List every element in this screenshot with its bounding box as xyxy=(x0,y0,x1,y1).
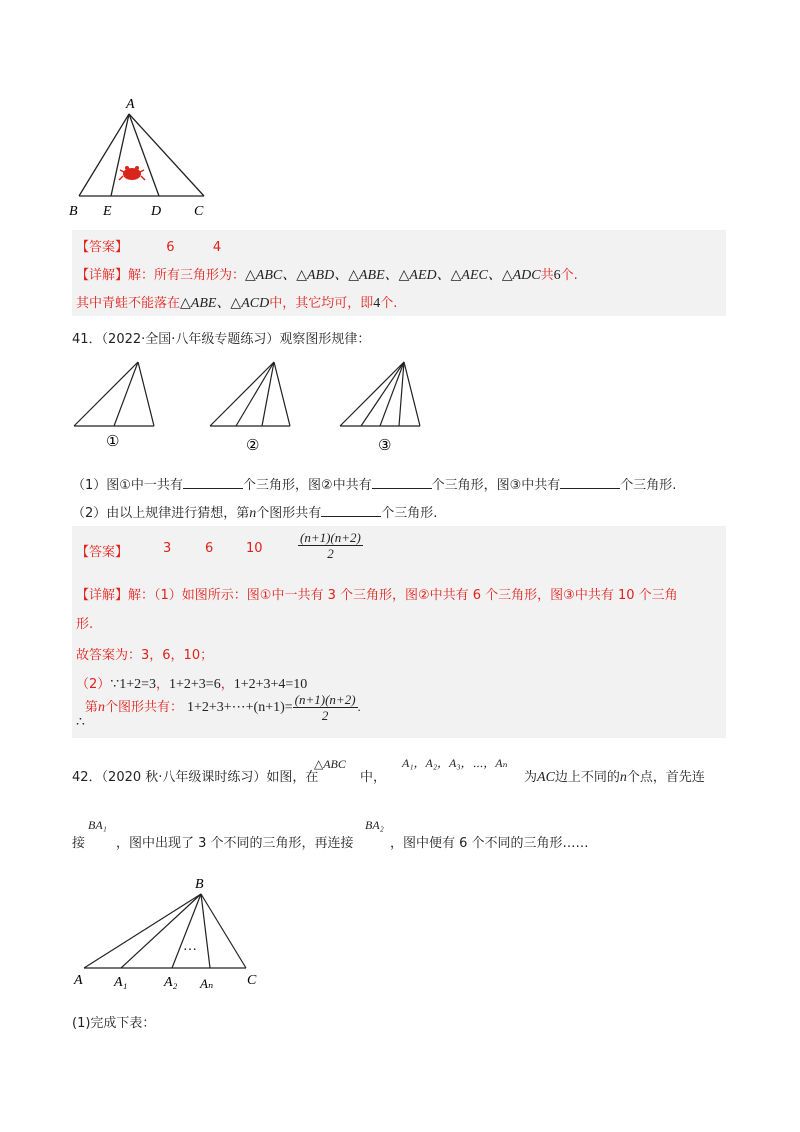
q42-ba1: BA₁ xyxy=(88,818,107,832)
part2-text-c: 个三角形. xyxy=(381,506,438,521)
q42-desc xyxy=(524,766,705,786)
label-A1: A₁ xyxy=(114,975,128,990)
q42-sub1: (1)完成下表： xyxy=(72,1016,156,1031)
sum-expression: 1+2+3+⋯+(n+1)= xyxy=(186,700,293,715)
fraction-denominator: 2 xyxy=(327,546,334,561)
fig-label-1: ① xyxy=(106,434,120,450)
label-A: A xyxy=(126,97,135,112)
segment-ac: AC xyxy=(537,770,555,785)
part1-text-d: 个三角形. xyxy=(620,478,677,493)
answer-tag: 【答案】 xyxy=(76,545,129,560)
q41-part2 xyxy=(72,502,437,522)
label-An: Aₙ xyxy=(200,976,214,991)
q41-answer-fraction xyxy=(298,530,363,561)
detail-suffix-2: 个. xyxy=(560,268,578,283)
part1-text-a: （1）图①中一共有 xyxy=(72,478,183,493)
q40-detail-line-2 xyxy=(76,292,397,312)
detail-text: 解：（1）如图所示：图①中一共有 3 个三角形，图②中共有 6 个三角形，图③中共有 10 个三角 xyxy=(128,588,678,603)
detail-text-b: 个图形共有： xyxy=(104,700,183,715)
desc-text-a: 为 xyxy=(524,770,538,785)
because-symbol: ∵ xyxy=(110,677,120,692)
equation-1: 1+2=3 xyxy=(119,677,156,692)
count-value: 6 xyxy=(553,268,561,283)
fraction-denominator: 2 xyxy=(321,708,329,723)
variable-n: n xyxy=(619,770,627,785)
q41-detail-line-2: 故答案为：3，6，10； xyxy=(76,648,214,663)
question-source: （2022·全国·八年级专题练习）观察图形规律： xyxy=(101,332,371,347)
triangle-list: △ABC、△ABD、△ABE、△AED、△AEC、△ADC xyxy=(245,268,541,283)
question-source: （2020 秋·八年级课时练习）如图，在 xyxy=(101,770,319,785)
detail-suffix: 共 xyxy=(540,268,554,283)
equation-2: 1+2+3=6 xyxy=(169,677,221,692)
q41-detail-line-1 xyxy=(76,584,678,603)
label-B: B xyxy=(69,204,78,219)
dots: … xyxy=(183,939,197,954)
separator: ， xyxy=(220,677,234,692)
q41-title xyxy=(72,328,370,347)
triangle-list: △ABE、△ACD xyxy=(180,296,270,311)
blank-2[interactable] xyxy=(372,476,432,489)
detail-text: 其中青蛙不能落在 xyxy=(76,296,181,311)
part1-text-b: 个三角形，图②中共有 xyxy=(242,478,372,493)
label-E: E xyxy=(103,204,112,219)
label-C: C xyxy=(247,973,257,988)
frog-icon xyxy=(119,166,145,180)
detail-tag: 【详解】 xyxy=(76,268,129,283)
label-A2: A₂ xyxy=(164,975,178,990)
q42-line2-a: 接 xyxy=(72,836,86,851)
detail-suffix: 个. xyxy=(380,296,398,311)
q42-ba2: BA₂ xyxy=(365,818,384,832)
q42-line2-b: ，图中出现了 3 个不同的三角形，再连接 xyxy=(116,836,354,851)
part2-text-a: （2）由以上规律进行猜想，第 xyxy=(72,506,250,521)
detail-text: 解：所有三角形为： xyxy=(128,268,246,283)
label-D: D xyxy=(151,204,162,219)
q41-figures xyxy=(66,358,466,458)
q41-answer-value-1: 3 xyxy=(163,541,172,556)
q42-triangle-figure xyxy=(70,872,270,994)
variable-n: n xyxy=(97,700,105,715)
label-C: C xyxy=(194,204,204,219)
q41-answer-value-3: 10 xyxy=(246,541,263,556)
q41-answer-value-2: 6 xyxy=(205,541,214,556)
q42-mid: 中， xyxy=(360,770,387,785)
blank-1[interactable] xyxy=(183,476,243,489)
label-A: A xyxy=(74,973,83,988)
fig-label-2: ② xyxy=(246,438,260,454)
answer-value-2: 4 xyxy=(212,240,222,255)
fraction-numerator: (n+1)(n+2) xyxy=(294,692,356,707)
q42-line2-c: ，图中便有 6 个不同的三角形…… xyxy=(390,836,589,851)
fraction-numerator: (n+1)(n+2) xyxy=(300,530,361,545)
separator: ， xyxy=(156,677,170,692)
period: . xyxy=(357,699,361,714)
q41-detail-line-3 xyxy=(76,673,307,693)
part-tag: （2） xyxy=(76,677,111,692)
detail-mid: 中，其它均可，即 xyxy=(269,296,374,311)
q41-detail-line-1-cont: 形. xyxy=(76,617,94,632)
equation-3: 1+2+3+4=10 xyxy=(233,677,308,692)
blank-4[interactable] xyxy=(321,504,381,517)
q42-points: A₁，A₂，A₃，⋯，Aₙ xyxy=(402,756,508,770)
count-value: 4 xyxy=(373,296,381,311)
q40-detail-line-1 xyxy=(76,264,578,284)
blank-3[interactable] xyxy=(560,476,620,489)
q40-triangle-figure xyxy=(66,92,216,222)
desc-text-b: 边上不同的 xyxy=(554,770,620,785)
q42-line-1 xyxy=(72,766,318,785)
question-number: 41． xyxy=(72,332,102,347)
desc-text-c: 个点，首先连 xyxy=(626,770,705,785)
q42-triangle: △ABC xyxy=(314,757,346,771)
question-number: 42． xyxy=(72,770,102,785)
detail-text-a: 第 xyxy=(84,700,98,715)
q40-answer-line xyxy=(76,236,221,255)
q41-answer-line xyxy=(76,541,128,560)
label-B: B xyxy=(195,877,204,892)
detail-tag: 【详解】 xyxy=(76,588,129,603)
q41-detail-line-4 xyxy=(76,692,361,731)
q41-part1 xyxy=(72,474,676,493)
part2-text-b: 个图形共有 xyxy=(256,506,322,521)
fig-label-3: ③ xyxy=(378,438,392,454)
answer-tag: 【答案】 xyxy=(76,240,129,255)
variable-n: n xyxy=(249,506,257,521)
part1-text-c: 个三角形，图③中共有 xyxy=(431,478,561,493)
answer-value-1: 6 xyxy=(166,240,175,255)
therefore-symbol: ∴ xyxy=(76,715,85,730)
